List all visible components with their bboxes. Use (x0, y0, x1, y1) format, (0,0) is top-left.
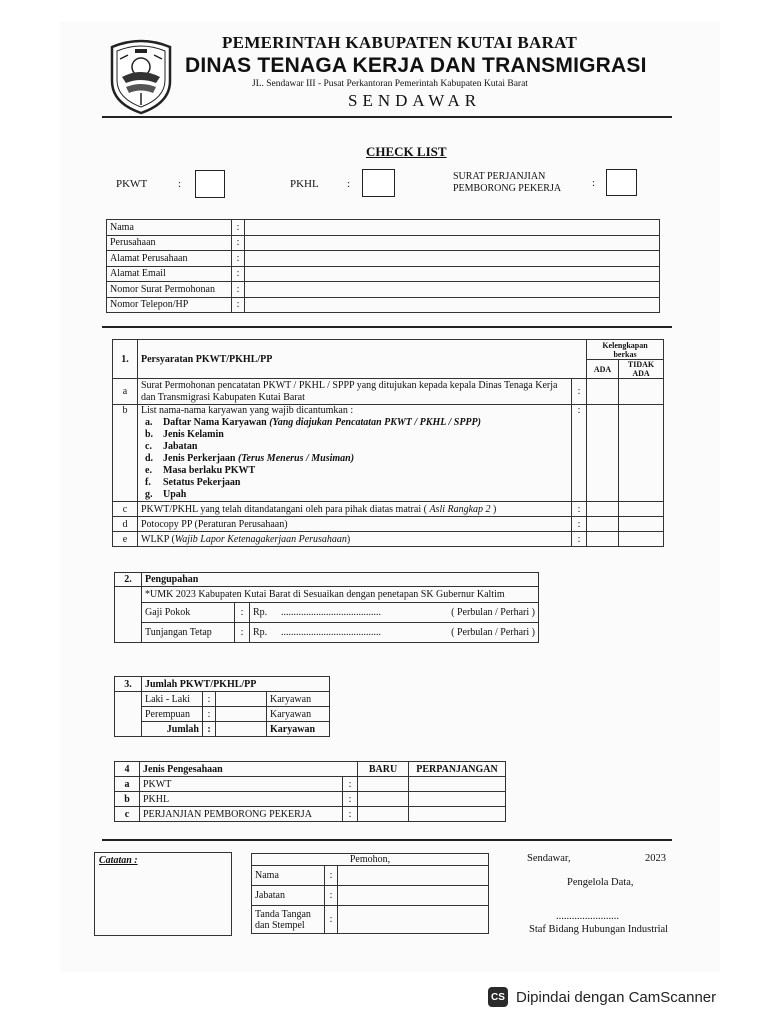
list-text: Jenis Perkerjaan (163, 453, 236, 464)
colon: : (232, 266, 245, 282)
pkhl-baru-cell[interactable] (358, 792, 409, 807)
identity-label: Alamat Email (107, 266, 232, 282)
section1-title: Persyaratan PKWT/PKHL/PP (138, 340, 587, 379)
identity-row (107, 220, 660, 236)
ttd-label (252, 906, 325, 934)
list-item (145, 477, 568, 489)
section3-title: Jumlah PKWT/PKHL/PP (142, 677, 330, 692)
colon: : (572, 532, 587, 547)
pkwt-baru-cell[interactable] (358, 777, 409, 792)
colon: : (203, 692, 216, 707)
section1-number: 1. (113, 340, 138, 379)
pkhl-checkbox[interactable] (362, 169, 395, 197)
surat-label-line2: PEMBORONG PEKERJA (453, 183, 562, 194)
colon: : (325, 906, 338, 934)
identity-label: Perusahaan (107, 235, 232, 251)
baru-header: BARU (358, 762, 409, 777)
list-key: f. (145, 477, 151, 488)
colon: : (572, 379, 587, 405)
list-key: c. (145, 441, 152, 452)
requirement-a-ada-cell[interactable] (587, 379, 619, 405)
alamat-email-input[interactable] (245, 266, 660, 282)
requirement-a-tidak-ada-cell[interactable] (619, 379, 664, 405)
gaji-pokok-label: Gaji Pokok (142, 603, 235, 623)
colon: : (178, 178, 182, 190)
list-item (145, 441, 568, 453)
nama-input[interactable] (245, 220, 660, 236)
pemohon-jabatan-label: Jabatan (252, 886, 325, 906)
requirement-e-tidak-ada-cell[interactable] (619, 532, 664, 547)
requirement-b-cell (138, 405, 572, 502)
section2-number: 2. (115, 573, 142, 587)
list-text: Setatus Pekerjaan (163, 477, 241, 488)
identity-row (107, 282, 660, 298)
pemohon-header: Pemohon, (252, 854, 489, 866)
pkwt-label: PKWT (116, 178, 148, 190)
colon: : (325, 886, 338, 906)
pemohon-table (251, 853, 489, 934)
camscanner-icon: CS (488, 987, 508, 1007)
section4-table (114, 761, 506, 822)
karyawan-label: Karyawan (267, 707, 330, 722)
requirement-c-text (138, 502, 572, 517)
colon: : (232, 235, 245, 251)
header-address: JL. Sendawar III - Pusat Perkantoran Pemerintah Kabupaten Kutai Barat (252, 79, 528, 89)
identity-row (107, 251, 660, 267)
section2-table (114, 572, 539, 643)
requirement-b-text: List nama-nama karyawan yang wajib dicantumkan : (141, 405, 354, 416)
identity-table (106, 219, 660, 313)
list-item (145, 465, 568, 477)
list-text: Daftar Nama Karyawan (163, 417, 267, 428)
row-key: b (115, 792, 140, 807)
list-note: (Terus Menerus / Musiman) (238, 453, 355, 464)
row-key: e (113, 532, 138, 547)
year-label: 2023 (645, 853, 666, 864)
ada-header: ADA (587, 360, 619, 379)
identity-label: Nama (107, 220, 232, 236)
signature-line: ........................ (556, 911, 619, 922)
ttd-line1: Tanda Tangan (255, 908, 311, 920)
tidak-ada-header: TIDAK ADA (619, 360, 664, 379)
colon: : (343, 777, 358, 792)
pemohon-jabatan-input[interactable] (338, 886, 489, 906)
pkwt-row-label: PKWT (140, 777, 343, 792)
list-text: Jabatan (163, 441, 198, 452)
catatan-label: Catatan : (99, 855, 138, 866)
camscanner-watermark (474, 982, 756, 1012)
perpanjangan-header: PERPANJANGAN (409, 762, 506, 777)
colon: : (235, 603, 250, 623)
pkhl-perpanjangan-cell[interactable] (409, 792, 506, 807)
page-title: CHECK LIST (366, 144, 447, 159)
period-label: ( Perbulan / Perhari ) (451, 627, 535, 638)
identity-row (107, 235, 660, 251)
list-key: d. (145, 453, 154, 464)
pkhl-label: PKHL (290, 178, 319, 190)
section1-table (112, 339, 664, 547)
row-key: a (113, 379, 138, 405)
header-city: SENDAWAR (348, 91, 482, 110)
colon: : (325, 866, 338, 886)
pkwt-checkbox[interactable] (195, 170, 225, 198)
identity-row (107, 297, 660, 313)
catatan-box[interactable] (94, 852, 232, 936)
perempuan-input[interactable] (216, 707, 267, 722)
section4-title: Jenis Pengesahaan (140, 762, 358, 777)
list-text: Upah (163, 489, 187, 500)
dots: ........................................ (281, 627, 381, 638)
row-key: a (115, 777, 140, 792)
nomor-surat-input[interactable] (245, 282, 660, 298)
colon: : (592, 177, 596, 189)
laki-input[interactable] (216, 692, 267, 707)
list-text: Masa berlaku PKWT (163, 465, 256, 476)
tunjangan-tetap-input[interactable] (278, 623, 539, 643)
nomor-telepon-input[interactable] (245, 297, 660, 313)
surat-label-line1: SURAT PERJANJIAN (453, 171, 546, 182)
list-item (145, 489, 568, 501)
row-key: c (115, 807, 140, 822)
colon: : (235, 623, 250, 643)
perempuan-label: Perempuan (142, 707, 203, 722)
rp-label: Rp. (250, 623, 279, 643)
list-key: g. (145, 489, 153, 500)
list-key: e. (145, 465, 152, 476)
pemborong-perpanjangan-cell[interactable] (409, 807, 506, 822)
gaji-pokok-input[interactable] (278, 603, 539, 623)
requirement-e-end: ) (346, 533, 351, 545)
pemborong-row-label: PERJANJIAN PEMBORONG PEKERJA (140, 807, 343, 822)
section3-number: 3. (115, 677, 142, 692)
row-key: c (113, 502, 138, 517)
colon: : (232, 220, 245, 236)
list-key: a. (145, 417, 153, 428)
jumlah-label: Jumlah (142, 722, 203, 737)
pengelola-label: Pengelola Data, (567, 877, 634, 888)
pemborong-baru-cell[interactable] (358, 807, 409, 822)
header-line2: DINAS TENAGA KERJA DAN TRANSMIGRASI (185, 54, 647, 77)
requirement-c-italic: Asli Rangkap 2 (429, 503, 491, 515)
identity-label: Nomor Surat Permohonan (107, 282, 232, 298)
colon: : (343, 807, 358, 822)
colon: : (343, 792, 358, 807)
identity-label: Alamat Perusahaan (107, 251, 232, 267)
requirement-c-main: PKWT/PKHL yang telah ditandatangani oleh para pihak diatas matrai ( (141, 503, 427, 515)
alamat-perusahaan-input[interactable] (245, 251, 660, 267)
laki-label: Laki - Laki (142, 692, 203, 707)
requirement-c-tidak-ada-cell[interactable] (619, 502, 664, 517)
identity-label: Nomor Telepon/HP (107, 297, 232, 313)
requirement-e-italic: Wajib Lapor Ketenagakerjaan Perusahaan (174, 533, 347, 545)
list-note: (Yang diajukan Pencatatan PKWT / PKHL / SPPP) (269, 417, 481, 428)
requirement-e-text (138, 532, 572, 547)
colon: : (203, 707, 216, 722)
pkwt-perpanjangan-cell[interactable] (409, 777, 506, 792)
requirement-b-tidak-ada-cell[interactable] (619, 405, 664, 502)
colon: : (232, 251, 245, 267)
requirement-d-ada-cell[interactable] (587, 517, 619, 532)
row-key: b (113, 405, 138, 502)
requirement-e-ada-cell[interactable] (587, 532, 619, 547)
dots: ........................................ (281, 607, 381, 618)
kelengkapan-header: Kelengkapan berkas (587, 340, 664, 360)
place-label: Sendawar, (527, 853, 571, 864)
section-divider (102, 839, 672, 841)
section4-number: 4 (115, 762, 140, 777)
kutai-barat-emblem-icon (106, 37, 176, 115)
staf-label: Staf Bidang Hubungan Industrial (529, 924, 669, 935)
colon: : (232, 297, 245, 313)
tunjangan-tetap-label: Tunjangan Tetap (142, 623, 235, 643)
section-divider (102, 326, 672, 328)
colon: : (572, 517, 587, 532)
camscanner-label: Dipindai dengan CamScanner (516, 988, 717, 1006)
pemohon-nama-input[interactable] (338, 866, 489, 886)
karyawan-label: Karyawan (267, 692, 330, 707)
row-key: d (113, 517, 138, 532)
rp-label: Rp. (250, 603, 279, 623)
requirement-e-main: WLKP ( (141, 533, 175, 545)
ttd-input[interactable] (338, 906, 489, 934)
list-item (145, 429, 568, 441)
pkhl-row-label: PKHL (140, 792, 343, 807)
jumlah-input[interactable] (216, 722, 267, 737)
pemohon-nama-label: Nama (252, 866, 325, 886)
colon: : (347, 178, 351, 190)
list-key: b. (145, 429, 154, 440)
requirement-c-ada-cell[interactable] (587, 502, 619, 517)
colon: : (203, 722, 216, 737)
colon: : (572, 405, 587, 502)
colon: : (232, 282, 245, 298)
requirement-c-end: ) (493, 503, 497, 515)
header-line1: PEMERINTAH KABUPATEN KUTAI BARAT (222, 33, 578, 52)
ttd-line2: dan Stempel (255, 919, 305, 931)
karyawan-label: Karyawan (267, 722, 330, 737)
requirement-d-tidak-ada-cell[interactable] (619, 517, 664, 532)
requirement-a-text: Surat Permohonan pencatatan PKWT / PKHL / SPPP yang ditujukan kepada kepala Dinas Tenaga Kerja dan Transmigrasi Kabupaten Kutai Barat (138, 379, 572, 405)
header-divider (102, 116, 672, 118)
surat-perjanjian-checkbox[interactable] (606, 169, 637, 196)
section2-note: *UMK 2023 Kabupaten Kutai Barat di Sesuaikan dengan penetapan SK Gubernur Kaltim (142, 587, 539, 603)
colon: : (572, 502, 587, 517)
requirement-d-text: Potocopy PP (Peraturan Perusahaan) (138, 517, 572, 532)
perusahaan-input[interactable] (245, 235, 660, 251)
list-item (145, 417, 568, 429)
identity-row (107, 266, 660, 282)
section3-table (114, 676, 330, 737)
list-text: Jenis Kelamin (163, 429, 224, 440)
period-label: ( Perbulan / Perhari ) (451, 607, 535, 618)
employee-list-requirements (141, 417, 568, 501)
requirement-b-ada-cell[interactable] (587, 405, 619, 502)
section2-title: Pengupahan (142, 573, 539, 587)
list-item (145, 453, 568, 465)
